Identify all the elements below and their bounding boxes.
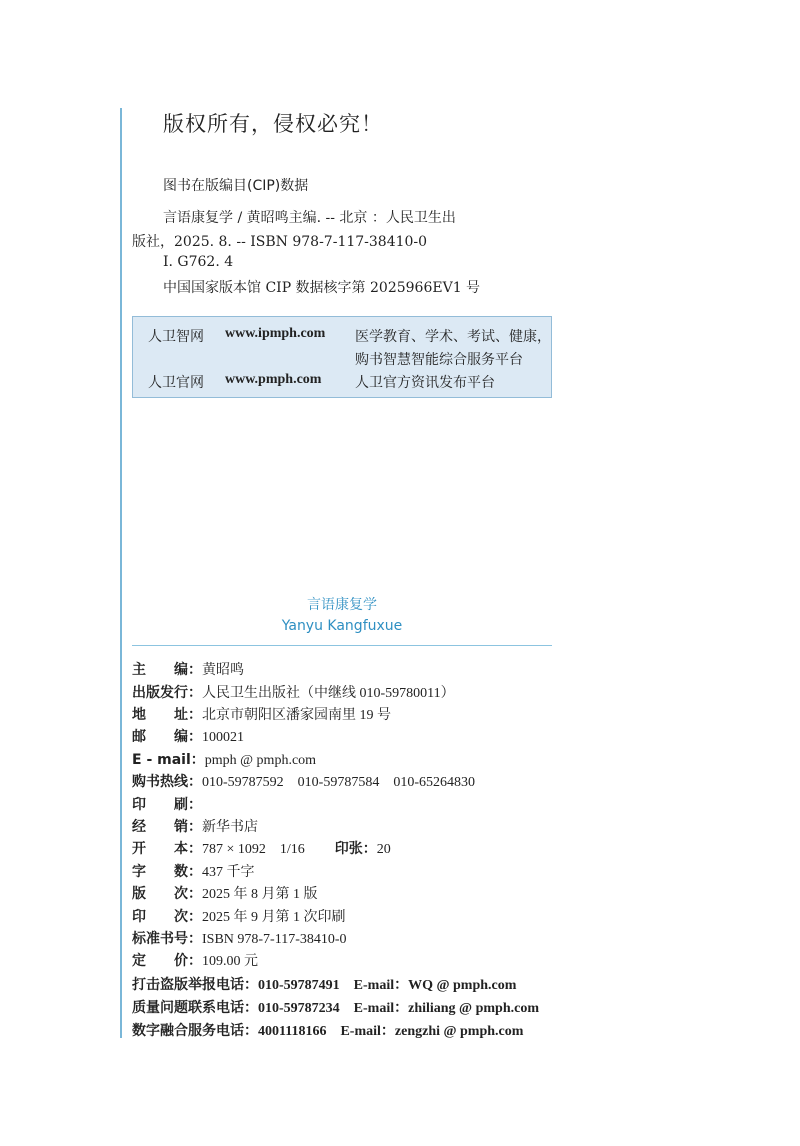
info-label: 地 址： (132, 707, 202, 723)
platform-description: 购书智慧智能综合服务平台 (355, 352, 523, 368)
info-label: 印 刷： (132, 797, 202, 813)
platform-url-link[interactable]: www.ipmph.com (225, 326, 326, 341)
info-row-edition (132, 883, 318, 903)
platform-info-box (132, 316, 552, 398)
cip-line: 言语康复学 / 黄昭鸣主编. -- 北京 ：人民卫生出 (163, 210, 456, 226)
info-value: 北京市朝阳区潘家园南里 19 号 (202, 708, 391, 723)
copyright-notice: 版权所有，侵权必究！ (163, 112, 383, 136)
divider (132, 645, 552, 646)
info-label: 定 价： (132, 953, 202, 969)
platform-name: 人卫智网 (148, 329, 204, 345)
platform-name: 人卫官网 (148, 375, 204, 391)
info-label: 字 数： (132, 864, 202, 880)
info-row-printing (132, 906, 346, 926)
info-row-hotline (132, 771, 475, 791)
info-label: 主 编： (132, 662, 202, 678)
info-row-printer (132, 794, 202, 814)
contact-line-quality: 质量问题联系电话：010-59787234 E-mail：zhiliang @ pmph.com (132, 1001, 539, 1016)
book-title: 言语康复学 (307, 597, 377, 613)
info-label: 购书热线： (132, 774, 202, 790)
info-label: 标准书号： (132, 931, 202, 947)
info-label: 印 次： (132, 909, 202, 925)
info-label: E - mail： (132, 752, 205, 768)
info-row-price (132, 950, 258, 970)
info-label: 版 次： (132, 886, 202, 902)
info-label: 出版发行： (132, 685, 202, 701)
info-row-isbn (132, 928, 347, 948)
platform-description: 人卫官方资讯发布平台 (355, 375, 495, 391)
info-value: 黄昭鸣 (202, 663, 244, 678)
cip-line: 版社，2025. 8. -- ISBN 978-7-117-38410-0 (132, 234, 428, 250)
info-value: 2025 年 8 月第 1 版 (202, 887, 318, 902)
info-row-publisher (132, 682, 455, 702)
info-value: 100021 (202, 730, 244, 745)
info-row-wordcount (132, 861, 255, 881)
info-row-postcode (132, 726, 244, 746)
book-title-pinyin: Yanyu Kangfuxue (281, 618, 403, 634)
margin-rule (120, 108, 122, 1038)
info-value: 新华书店 (202, 820, 258, 835)
info-value: 20 (376, 842, 391, 857)
info-value: 2025 年 9 月第 1 次印刷 (202, 910, 346, 925)
info-value: pmph @ pmph.com (204, 753, 317, 768)
info-label: 邮 编： (132, 729, 202, 745)
contact-line-piracy: 打击盗版举报电话：010-59787491 E-mail：WQ @ pmph.com (132, 978, 517, 993)
info-label: 印张： (334, 841, 377, 857)
info-value: ISBN 978-7-117-38410-0 (202, 932, 347, 947)
info-value: 109.00 元 (202, 954, 258, 969)
cip-line: Ⅰ. G762. 4 (163, 254, 234, 270)
platform-url-link[interactable]: www.pmph.com (225, 372, 322, 387)
cip-heading: 图书在版编目(CIP)数据 (163, 178, 309, 194)
info-row-distributor (132, 816, 258, 836)
info-value: 010-59787592 010-59787584 010-65264830 (202, 775, 475, 790)
info-value: 787 × 1092 1/16 (202, 842, 305, 857)
info-row-email (132, 749, 316, 769)
info-label: 开 本： (132, 841, 202, 857)
info-row-editor (132, 659, 244, 679)
info-row-address (132, 704, 391, 724)
info-value: 437 千字 (202, 865, 255, 880)
info-row-format (132, 838, 391, 858)
info-value: 人民卫生出版社（中继线 010-59780011） (202, 686, 455, 701)
info-label: 经 销： (132, 819, 202, 835)
contact-line-digital: 数字融合服务电话：4001118166 E-mail：zengzhi @ pmph.com (132, 1024, 524, 1039)
platform-description: 医学教育、学术、考试、健康， (355, 329, 551, 345)
cip-line: 中国国家版本馆 CIP 数据核字第 2025966EV1 号 (163, 280, 481, 296)
